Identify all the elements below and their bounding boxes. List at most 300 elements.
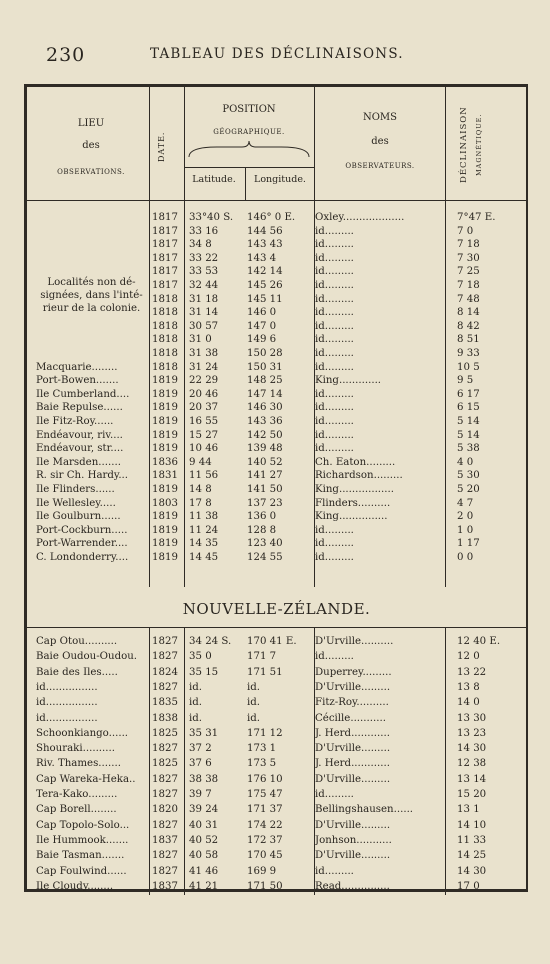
observer-cell: King............... xyxy=(315,511,388,523)
date-cell: 1827 xyxy=(152,850,178,862)
table-row xyxy=(27,456,526,469)
longitude-cell: 137 23 xyxy=(247,497,283,509)
latitude-cell: 40 52 xyxy=(189,834,219,846)
observer-cell: D'Urville......... xyxy=(315,819,391,831)
latitude-cell: 35 15 xyxy=(189,666,219,678)
longitude-cell: 140 52 xyxy=(247,456,283,468)
header-longitude: Longitude. xyxy=(254,174,306,185)
longitude-cell: id. xyxy=(247,681,261,693)
observer-cell: id......... xyxy=(315,280,354,291)
longitude-cell: 170 45 xyxy=(247,850,283,862)
longitude-cell: id. xyxy=(247,697,261,709)
place-cell: Ile Goulburn...... xyxy=(36,511,121,523)
place-cell: Cap Otou.......... xyxy=(36,636,118,647)
header-lieu-obs: OBSERVATIONS. xyxy=(57,168,125,176)
latitude-cell: 14 8 xyxy=(189,484,212,495)
declination-cell: 5 30 xyxy=(457,470,480,482)
table-row xyxy=(27,650,526,663)
latitude-cell: 40 31 xyxy=(189,819,219,831)
declination-cell: 14 30 xyxy=(457,743,487,755)
place-cell: Port-Warrender.... xyxy=(36,538,128,550)
longitude-cell: 141 50 xyxy=(247,484,283,495)
table-row xyxy=(27,401,526,414)
latitude-cell: 22 29 xyxy=(189,375,219,387)
date-cell: 1827 xyxy=(152,819,178,831)
observer-cell: id......... xyxy=(315,334,354,346)
observer-cell: Richardson......... xyxy=(315,470,403,482)
longitude-cell: 143 4 xyxy=(247,252,277,264)
observer-cell: id......... xyxy=(315,443,354,455)
date-cell: 1825 xyxy=(152,758,178,770)
longitude-cell: 143 36 xyxy=(247,416,283,427)
latitude-cell: 20 46 xyxy=(189,388,219,400)
table-row xyxy=(27,415,526,428)
declination-cell: 8 51 xyxy=(457,334,480,346)
table-row xyxy=(27,803,526,816)
declination-cell: 14 10 xyxy=(457,819,487,831)
declination-cell: 7 25 xyxy=(457,266,480,278)
table-row xyxy=(27,333,526,346)
longitude-cell: 171 50 xyxy=(247,880,283,892)
latitude-cell: 35 0 xyxy=(189,651,212,663)
latitude-cell: 31 14 xyxy=(189,307,219,319)
declination-cell: 17 0 xyxy=(457,880,480,892)
latitude-cell: 9 44 xyxy=(189,456,212,468)
date-cell: 1835 xyxy=(152,697,178,709)
table-row xyxy=(27,388,526,401)
longitude-cell: 173 1 xyxy=(247,743,277,755)
date-cell: 1817 xyxy=(152,225,178,237)
declination-cell: 13 23 xyxy=(457,727,487,739)
place-cell: Macquarie........ xyxy=(36,361,118,373)
header-position-sub: GÉOGRAPHIQUE. xyxy=(213,128,285,136)
longitude-cell: 123 40 xyxy=(247,538,283,550)
latitude-cell: 37 2 xyxy=(189,743,212,755)
date-cell: 1827 xyxy=(152,636,178,647)
table-row xyxy=(27,773,526,786)
table-row xyxy=(27,681,526,694)
longitude-cell: 147 14 xyxy=(247,388,283,400)
place-cell: Endéavour, str.... xyxy=(36,443,124,455)
header-lieu: LIEU xyxy=(77,118,105,129)
date-cell: 1818 xyxy=(152,348,178,359)
longitude-cell: 124 55 xyxy=(247,552,283,563)
latitude-cell: 41 21 xyxy=(189,880,219,892)
observer-cell: id......... xyxy=(315,552,354,563)
latitude-cell: 37 6 xyxy=(189,758,212,770)
declination-cell: 14 30 xyxy=(457,865,487,877)
latitude-cell: 34 24 S. xyxy=(189,636,232,647)
table-row xyxy=(27,483,526,496)
table-row xyxy=(27,551,526,564)
latitude-cell: 35 31 xyxy=(189,727,219,739)
latitude-cell: 17 8 xyxy=(189,497,212,509)
observer-cell: Cécille........... xyxy=(315,712,386,724)
latitude-cell: 16 55 xyxy=(189,416,219,427)
date-cell: 1817 xyxy=(152,266,178,278)
date-cell: 1817 xyxy=(152,280,178,291)
observer-cell: id......... xyxy=(315,388,354,400)
longitude-cell: 171 12 xyxy=(247,727,283,739)
observer-cell: Ch. Eaton......... xyxy=(315,456,396,468)
table-row xyxy=(27,742,526,755)
place-cell: Ile Hummook....... xyxy=(36,834,129,846)
longitude-cell: 147 0 xyxy=(247,320,277,332)
place-cell: Cap Topolo-Solo... xyxy=(36,819,130,831)
table-row xyxy=(27,429,526,442)
table-row xyxy=(27,211,526,224)
longitude-cell: 171 37 xyxy=(247,804,283,816)
header-position: POSITION xyxy=(222,104,276,115)
table-row xyxy=(27,834,526,847)
latitude-cell: 31 0 xyxy=(189,334,212,346)
latitude-cell: 31 24 xyxy=(189,361,219,373)
latitude-cell: 11 38 xyxy=(189,511,219,523)
table-row xyxy=(27,727,526,740)
longitude-cell: 170 41 E. xyxy=(247,636,297,647)
declination-cell: 7 0 xyxy=(457,225,474,237)
observer-cell: id......... xyxy=(315,538,354,550)
place-cell: Port-Bowen....... xyxy=(36,375,119,387)
place-cell: Riv. Thames....... xyxy=(36,758,121,770)
date-cell: 1803 xyxy=(152,497,178,509)
longitude-cell: 143 43 xyxy=(247,239,283,251)
table-row xyxy=(27,880,526,893)
table-header xyxy=(27,87,526,201)
declination-cell: 5 14 xyxy=(457,429,480,441)
longitude-cell: 171 7 xyxy=(247,651,277,663)
header-declinaison: DÉCLINAISON xyxy=(459,106,469,184)
longitude-cell: 136 0 xyxy=(247,511,277,523)
declination-cell: 9 33 xyxy=(457,348,480,359)
date-cell: 1817 xyxy=(152,252,178,264)
longitude-cell: 142 14 xyxy=(247,266,283,278)
longitude-cell: 145 11 xyxy=(247,293,283,305)
observer-cell: id......... xyxy=(315,416,354,427)
date-cell: 1819 xyxy=(152,429,178,441)
observer-cell: D'Urville......... xyxy=(315,773,391,785)
latitude-cell: 33°40 S. xyxy=(189,212,234,223)
latitude-cell: 38 38 xyxy=(189,773,219,785)
table-row xyxy=(27,497,526,510)
date-cell: 1818 xyxy=(152,361,178,373)
table-row xyxy=(27,849,526,862)
place-cell: Ile Wellesley..... xyxy=(36,497,116,509)
place-cell: R. sir Ch. Hardy... xyxy=(36,470,129,482)
declination-cell: 14 25 xyxy=(457,850,487,862)
date-cell: 1827 xyxy=(152,865,178,877)
date-cell: 1825 xyxy=(152,727,178,739)
observer-cell: id......... xyxy=(315,320,354,332)
longitude-cell: 146 30 xyxy=(247,402,283,414)
date-cell: 1818 xyxy=(152,307,178,319)
place-cell: Cap Wareka-Heka.. xyxy=(36,773,136,785)
date-cell: 1831 xyxy=(152,470,178,482)
declination-cell: 2 0 xyxy=(457,511,474,523)
declination-cell: 7 18 xyxy=(457,239,480,251)
declination-cell: 13 22 xyxy=(457,666,487,678)
date-cell: 1838 xyxy=(152,712,178,724)
date-cell: 1818 xyxy=(152,293,178,305)
table-row xyxy=(27,788,526,801)
longitude-cell: 169 9 xyxy=(247,865,277,877)
table-row xyxy=(27,712,526,725)
place-cell: Baie Repulse...... xyxy=(36,402,123,414)
declination-cell: 0 0 xyxy=(457,552,474,563)
observer-cell: id......... xyxy=(315,402,354,414)
latitude-cell: 40 58 xyxy=(189,850,219,862)
declination-cell: 14 0 xyxy=(457,697,480,709)
date-cell: 1827 xyxy=(152,681,178,693)
place-cell: id................ xyxy=(36,712,98,724)
longitude-cell: 150 28 xyxy=(247,348,283,359)
group-label: Localités non dé-signées, dans l'inté-rieur de la colonie. xyxy=(40,277,143,314)
table-row xyxy=(27,293,526,306)
declination-cell: 13 30 xyxy=(457,712,487,724)
date-cell: 1824 xyxy=(152,666,178,678)
place-cell: Ile Marsden....... xyxy=(36,456,121,468)
longitude-cell: 141 27 xyxy=(247,470,283,482)
observer-cell: id......... xyxy=(315,252,354,264)
longitude-cell: 171 51 xyxy=(247,666,283,678)
table-row xyxy=(27,819,526,832)
declination-cell: 4 0 xyxy=(457,456,474,468)
table-row xyxy=(27,469,526,482)
place-cell: Baie Oudou-Oudou. xyxy=(36,651,138,663)
header-noms-des: des xyxy=(371,136,389,147)
latitude-cell: 31 38 xyxy=(189,348,219,359)
observer-cell: D'Urville......... xyxy=(315,850,391,862)
longitude-cell: 128 8 xyxy=(247,524,277,536)
place-cell: Baie des Iles..... xyxy=(36,666,118,678)
place-cell: Ile Flinders...... xyxy=(36,484,115,495)
date-cell: 1837 xyxy=(152,834,178,846)
place-cell: Endéavour, riv.... xyxy=(36,429,123,441)
date-cell: 1819 xyxy=(152,524,178,536)
date-cell: 1818 xyxy=(152,334,178,346)
header-date: DATE. xyxy=(157,131,166,163)
table-row xyxy=(27,252,526,265)
page-number: 230 xyxy=(46,44,86,66)
observer-cell: Fitz-Roy.......... xyxy=(315,697,389,709)
table-row xyxy=(27,524,526,537)
observer-cell: id......... xyxy=(315,865,354,877)
longitude-cell: 175 47 xyxy=(247,789,283,800)
table-row xyxy=(27,666,526,679)
place-cell: Tera-Kako......... xyxy=(36,789,118,800)
declination-cell: 5 38 xyxy=(457,443,480,455)
place-cell: Ile Cloudy........ xyxy=(36,880,114,892)
observer-cell: Bellingshausen...... xyxy=(315,804,414,816)
latitude-cell: 11 56 xyxy=(189,470,219,482)
observer-cell: id......... xyxy=(315,429,354,441)
latitude-cell: 14 45 xyxy=(189,552,219,563)
date-cell: 1820 xyxy=(152,804,178,816)
latitude-cell: 39 7 xyxy=(189,789,212,800)
longitude-cell: 149 6 xyxy=(247,334,277,346)
place-cell: C. Londonderry.... xyxy=(36,552,129,563)
observer-cell: id......... xyxy=(315,789,354,800)
place-cell: Schoonkiango...... xyxy=(36,727,129,739)
latitude-cell: id. xyxy=(189,681,203,693)
place-cell: id................ xyxy=(36,697,98,709)
latitude-cell: 10 46 xyxy=(189,443,219,455)
header-noms-obs: OBSERVATEURS. xyxy=(345,162,415,170)
declination-cell: 7 18 xyxy=(457,280,480,291)
declination-cell: 15 20 xyxy=(457,789,487,800)
observer-cell: id......... xyxy=(315,239,354,251)
section-rule xyxy=(27,627,526,628)
latitude-cell: 15 27 xyxy=(189,429,219,441)
declination-cell: 10 5 xyxy=(457,361,480,373)
place-cell: Ile Cumberland.... xyxy=(36,388,130,400)
longitude-cell: id. xyxy=(247,712,261,724)
place-cell: id................ xyxy=(36,681,98,693)
longitude-cell: 146° 0 E. xyxy=(247,212,296,223)
longitude-cell: 174 22 xyxy=(247,819,283,831)
declination-cell: 1 17 xyxy=(457,538,480,550)
date-cell: 1827 xyxy=(152,743,178,755)
declination-cell: 7 30 xyxy=(457,252,480,264)
header-latitude: Latitude. xyxy=(192,174,236,185)
declination-cell: 13 8 xyxy=(457,681,480,693)
table-row xyxy=(27,537,526,550)
longitude-cell: 172 37 xyxy=(247,834,283,846)
date-cell: 1818 xyxy=(152,320,178,332)
longitude-cell: 148 25 xyxy=(247,375,283,387)
header-brace xyxy=(187,139,311,159)
table-row xyxy=(27,265,526,278)
table-row xyxy=(27,306,526,319)
latitude-cell: id. xyxy=(189,712,203,724)
observer-cell: King............. xyxy=(315,375,382,387)
table-row xyxy=(27,374,526,387)
observer-cell: J. Herd............ xyxy=(315,727,390,739)
longitude-cell: 146 0 xyxy=(247,307,277,319)
date-cell: 1819 xyxy=(152,511,178,523)
table-row xyxy=(27,865,526,878)
observer-cell: id......... xyxy=(315,293,354,305)
date-cell: 1827 xyxy=(152,789,178,800)
table-row xyxy=(27,757,526,770)
table-row xyxy=(27,225,526,238)
declination-cell: 5 14 xyxy=(457,416,480,427)
place-cell: Port-Cockburn..... xyxy=(36,524,128,536)
latitude-cell: 31 18 xyxy=(189,293,219,305)
observer-cell: Oxley................... xyxy=(315,212,405,223)
declination-cell: 12 38 xyxy=(457,758,487,770)
longitude-cell: 145 26 xyxy=(247,280,283,291)
place-cell: Ile Fitz-Roy...... xyxy=(36,416,114,427)
declination-cell: 5 20 xyxy=(457,484,480,495)
latitude-cell: 20 37 xyxy=(189,402,219,414)
observer-cell: King................. xyxy=(315,484,395,495)
header-declinaison-sub: MAGNÉTIQUE. xyxy=(475,113,483,177)
observer-cell: Duperrey......... xyxy=(315,666,392,678)
declination-cell: 13 1 xyxy=(457,804,480,816)
longitude-cell: 173 5 xyxy=(247,758,277,770)
declination-cell: 1 0 xyxy=(457,524,474,536)
observer-cell: id......... xyxy=(315,307,354,319)
observer-cell: D'Urville......... xyxy=(315,743,391,755)
latitude-cell: 30 57 xyxy=(189,320,219,332)
latitude-cell: 41 46 xyxy=(189,865,219,877)
observer-cell: id......... xyxy=(315,266,354,278)
observer-cell: Jonhson........... xyxy=(315,834,392,846)
table-row xyxy=(27,696,526,709)
place-cell: Shouraki.......... xyxy=(36,743,115,755)
table-row xyxy=(27,320,526,333)
date-cell: 1827 xyxy=(152,651,178,663)
declination-cell: 12 0 xyxy=(457,651,480,663)
observer-cell: Flinders.......... xyxy=(315,497,391,509)
declination-cell: 6 17 xyxy=(457,388,480,400)
latitude-cell: 33 22 xyxy=(189,252,219,264)
longitude-cell: 144 56 xyxy=(247,225,283,237)
observer-cell: Read............... xyxy=(315,880,390,892)
latitude-cell: 33 53 xyxy=(189,266,219,278)
date-cell: 1817 xyxy=(152,212,178,223)
date-cell: 1819 xyxy=(152,416,178,427)
table-row xyxy=(27,510,526,523)
longitude-cell: 150 31 xyxy=(247,361,283,373)
observer-cell: id......... xyxy=(315,225,354,237)
declination-cell: 13 14 xyxy=(457,773,487,785)
col-rule-lat xyxy=(245,167,246,200)
declination-cell: 11 33 xyxy=(457,834,487,846)
table-row xyxy=(27,442,526,455)
date-cell: 1819 xyxy=(152,402,178,414)
table-row xyxy=(27,635,526,648)
declination-cell: 7°47 E. xyxy=(457,212,496,223)
date-cell: 1819 xyxy=(152,552,178,563)
table-row xyxy=(27,238,526,251)
date-cell: 1836 xyxy=(152,456,178,468)
latitude-cell: id. xyxy=(189,697,203,709)
longitude-cell: 142 50 xyxy=(247,429,283,441)
latitude-cell: 14 35 xyxy=(189,538,219,550)
date-cell: 1819 xyxy=(152,484,178,495)
declination-table xyxy=(24,84,528,892)
observer-cell: J. Herd............ xyxy=(315,758,390,770)
date-cell: 1837 xyxy=(152,880,178,892)
latitude-cell: 39 24 xyxy=(189,804,219,816)
date-cell: 1819 xyxy=(152,443,178,455)
latitude-cell: 32 44 xyxy=(189,280,219,291)
section-title: NOUVELLE-ZÉLANDE. xyxy=(182,600,371,618)
observer-cell: D'Urville.......... xyxy=(315,636,394,647)
declination-cell: 9 5 xyxy=(457,375,474,387)
place-cell: Baie Tasman....... xyxy=(36,850,125,862)
running-title: TABLEAU DES DÉCLINAISONS. xyxy=(150,46,404,62)
header-lieu-des: des xyxy=(82,140,100,151)
declination-cell: 7 48 xyxy=(457,293,480,305)
table-row xyxy=(27,361,526,374)
header-subrule xyxy=(184,167,315,168)
longitude-cell: 139 48 xyxy=(247,443,283,455)
date-cell: 1817 xyxy=(152,239,178,251)
observer-cell: D'Urville......... xyxy=(315,681,391,693)
latitude-cell: 33 16 xyxy=(189,225,219,237)
place-cell: Cap Foulwind...... xyxy=(36,865,127,877)
date-cell: 1827 xyxy=(152,773,178,785)
declination-cell: 8 42 xyxy=(457,320,480,332)
table-row xyxy=(27,347,526,360)
date-cell: 1819 xyxy=(152,388,178,400)
latitude-cell: 34 8 xyxy=(189,239,212,251)
observer-cell: id......... xyxy=(315,348,354,359)
declination-cell: 4 7 xyxy=(457,497,474,509)
